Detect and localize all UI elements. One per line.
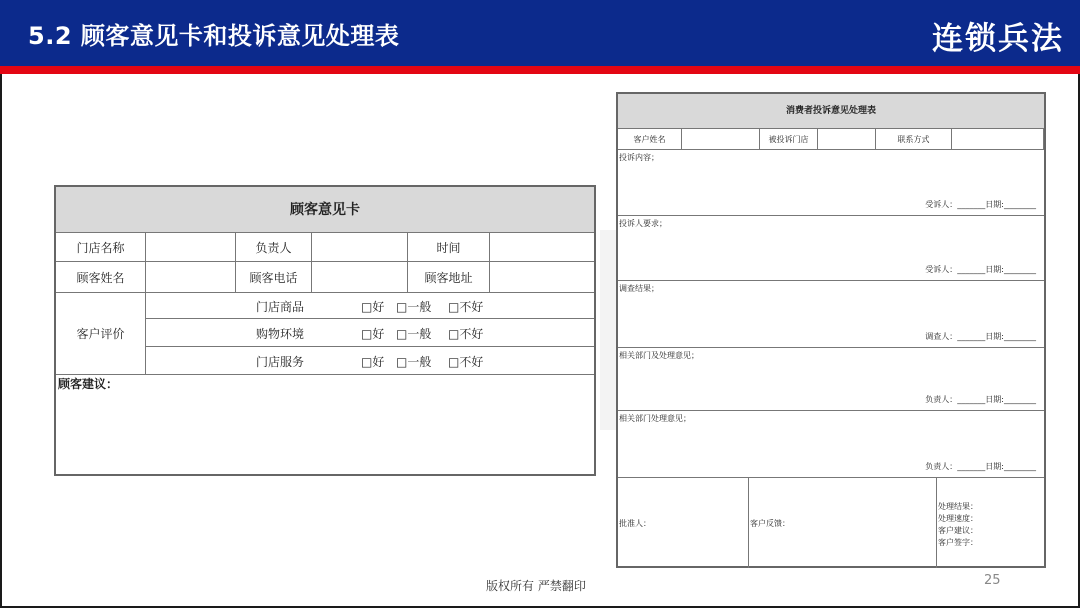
option-good[interactable]: □好	[361, 355, 385, 369]
section-label: 相关部门处理意见；	[619, 414, 691, 423]
eval-row	[146, 293, 594, 319]
results-list	[938, 501, 978, 549]
option-bad[interactable]: □不好	[448, 355, 484, 369]
complaint-content-section	[618, 150, 1044, 216]
customer-name-label: 顾客姓名	[56, 262, 146, 293]
contact-value[interactable]	[952, 129, 1044, 150]
store-complained-label: 被投诉门店	[760, 129, 818, 150]
page-title: 5.2 顾客意见卡和投诉意见处理表	[28, 22, 400, 50]
eval-item: 门店服务	[256, 355, 305, 369]
customer-phone-value[interactable]	[312, 262, 408, 293]
copyright-notice: 版权所有 严禁翻印	[486, 579, 586, 593]
evaluation-label: 客户评价	[56, 293, 146, 375]
eval-item: 门店商品	[256, 300, 305, 314]
suggestion-label: 顾客建议：	[58, 377, 119, 391]
section-signature: 受诉人：_______日期:________	[925, 265, 1036, 274]
customer-feedback-label: 客户反馈：	[750, 519, 790, 528]
customer-address-value[interactable]	[490, 262, 594, 293]
section-signature: 调查人：_______日期:________	[925, 332, 1036, 341]
section-label: 投诉人要求；	[619, 219, 667, 228]
option-average[interactable]: □一般	[396, 355, 432, 369]
section-label: 投诉内容；	[619, 153, 659, 162]
complainant-request-section	[618, 216, 1044, 281]
approver-label: 批准人：	[619, 519, 651, 528]
section-signature: 受诉人：_______日期:________	[925, 200, 1036, 209]
eval-row	[146, 347, 594, 375]
option-average[interactable]: □一般	[396, 327, 432, 341]
result-item: 客户建议：	[938, 526, 978, 535]
header-bar	[0, 0, 1080, 66]
result-item: 处理速度：	[938, 514, 978, 523]
page-number: 25	[984, 573, 1001, 588]
form-title: 消费者投诉意见处理表	[618, 94, 1044, 129]
brand-logo-text: 连锁兵法	[932, 21, 1064, 57]
option-average[interactable]: □一般	[396, 300, 432, 314]
time-value[interactable]	[490, 233, 594, 262]
manager-label: 负责人	[236, 233, 312, 262]
customer-phone-label: 顾客电话	[236, 262, 312, 293]
customer-name-value[interactable]	[682, 129, 760, 150]
customer-feedback-cell	[749, 478, 937, 568]
store-name-label: 门店名称	[56, 233, 146, 262]
option-bad[interactable]: □不好	[448, 327, 484, 341]
department-opinion-section	[618, 348, 1044, 411]
eval-item: 购物环境	[256, 327, 305, 341]
manager-value[interactable]	[312, 233, 408, 262]
section-label: 相关部门及处理意见；	[619, 351, 699, 360]
option-good[interactable]: □好	[361, 327, 385, 341]
result-item: 客户签字：	[938, 538, 978, 547]
customer-address-label: 顾客地址	[408, 262, 490, 293]
customer-name-label: 客户姓名	[618, 129, 682, 150]
section-signature: 负责人：_______日期:________	[925, 462, 1036, 471]
approver-cell	[618, 478, 749, 568]
section-label: 调查结果；	[619, 284, 659, 293]
customer-opinion-card	[54, 185, 596, 476]
card-title: 顾客意见卡	[56, 187, 594, 233]
option-good[interactable]: □好	[361, 300, 385, 314]
eval-row	[146, 319, 594, 347]
investigation-result-section	[618, 281, 1044, 348]
department-handling-section	[618, 411, 1044, 478]
store-complained-value[interactable]	[818, 129, 876, 150]
complaint-handling-form	[616, 92, 1046, 568]
header-accent-bar	[0, 66, 1080, 74]
result-item: 处理结果：	[938, 502, 978, 511]
option-bad[interactable]: □不好	[448, 300, 484, 314]
store-name-value[interactable]	[146, 233, 236, 262]
contact-label: 联系方式	[876, 129, 952, 150]
time-label: 时间	[408, 233, 490, 262]
section-signature: 负责人：_______日期:________	[925, 395, 1036, 404]
customer-name-value[interactable]	[146, 262, 236, 293]
